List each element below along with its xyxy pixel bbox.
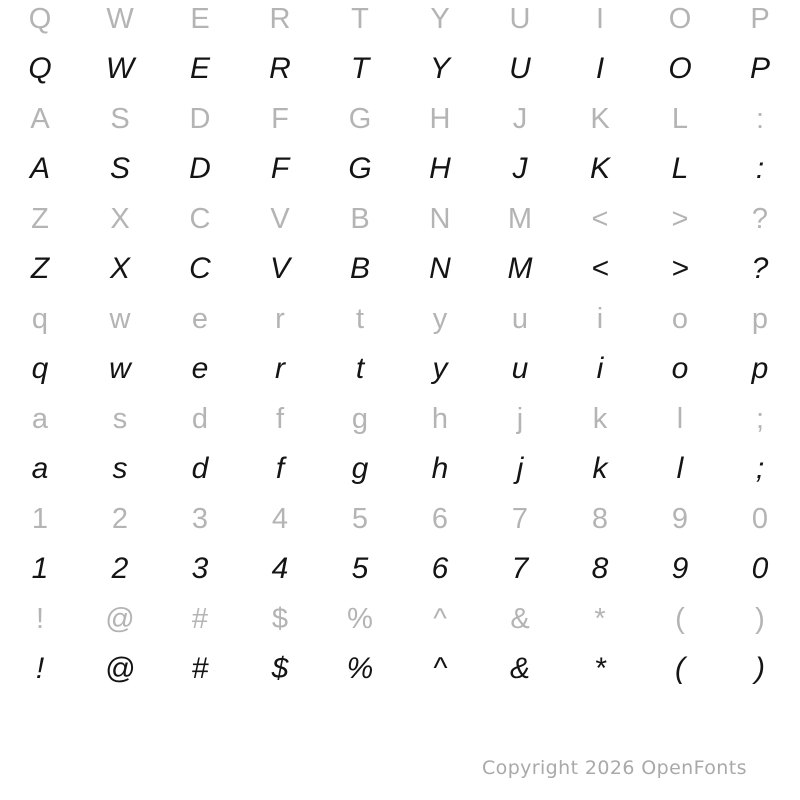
glyph-row-black [0, 444, 800, 494]
glyph-cell: U [509, 3, 531, 35]
glyph-cell: l [676, 403, 684, 435]
glyph-row-gray [0, 594, 800, 644]
glyph-cell: Y [430, 3, 450, 35]
glyph-cell: ^ [433, 603, 447, 635]
glyph-cell: 6 [431, 552, 449, 585]
glyph-cell: B [349, 252, 370, 285]
glyph-cell: u [511, 303, 529, 335]
glyph-cell: o [671, 303, 689, 335]
glyph-cell: O [668, 52, 692, 85]
glyph-cell: < [591, 252, 609, 285]
glyph-cell: 7 [511, 503, 529, 535]
glyph-cell: L [671, 103, 689, 135]
glyph-row-gray [0, 94, 800, 144]
glyph-cell: j [516, 403, 524, 435]
glyph-cell: : [755, 103, 765, 135]
glyph-cell: P [749, 52, 770, 85]
glyph-cell: C [189, 252, 211, 285]
glyph-cell: J [512, 152, 528, 185]
glyph-row-gray [0, 294, 800, 344]
glyph-cell: 2 [111, 503, 129, 535]
glyph-cell: C [189, 203, 211, 235]
glyph-cell: q [31, 303, 49, 335]
glyph-cell: > [671, 203, 689, 235]
glyph-cell: * [594, 603, 606, 635]
glyph-cell: l [676, 452, 684, 485]
glyph-cell: j [516, 452, 524, 485]
glyph-cell: $ [271, 603, 289, 635]
glyph-cell: a [31, 403, 49, 435]
glyph-cell: 3 [191, 503, 209, 535]
glyph-cell: J [512, 103, 528, 135]
glyph-row-black [0, 644, 800, 694]
glyph-cell: W [106, 3, 134, 35]
glyph-cell: R [269, 52, 291, 85]
glyph-cell: a [31, 452, 49, 485]
glyph-cell: F [270, 152, 290, 185]
glyph-cell: 9 [671, 552, 689, 585]
glyph-cell: # [191, 603, 209, 635]
glyph-cell: ! [35, 603, 45, 635]
glyph-cell: p [751, 303, 769, 335]
glyph-cell: ? [751, 203, 769, 235]
glyph-cell: h [431, 452, 449, 485]
glyph-cell: g [351, 403, 369, 435]
glyph-cell: D [189, 152, 211, 185]
glyph-cell: K [590, 103, 610, 135]
glyph-cell: 4 [271, 503, 289, 535]
glyph-cell: Y [429, 52, 450, 85]
glyph-cell: @ [104, 652, 136, 685]
glyph-cell: Q [28, 3, 52, 35]
glyph-row-black [0, 44, 800, 94]
glyph-cell: T [350, 52, 370, 85]
glyph-cell: s [112, 452, 128, 485]
glyph-cell: ; [755, 403, 765, 435]
glyph-cell: T [351, 3, 369, 35]
glyph-cell: r [275, 303, 285, 335]
glyph-cell: 0 [751, 552, 769, 585]
glyph-cell: R [269, 3, 291, 35]
glyph-cell: # [191, 652, 209, 685]
glyph-cell: G [348, 152, 372, 185]
glyph-cell: D [189, 103, 211, 135]
glyph-cell: 5 [351, 552, 369, 585]
glyph-cell: 0 [751, 503, 769, 535]
glyph-cell: O [668, 3, 692, 35]
glyph-cell: t [355, 303, 365, 335]
glyph-row-black [0, 144, 800, 194]
glyph-cell: ( [675, 603, 685, 635]
glyph-cell: 4 [271, 552, 289, 585]
glyph-cell: 9 [671, 503, 689, 535]
glyph-cell: G [348, 103, 372, 135]
glyph-cell: k [592, 452, 608, 485]
glyph-cell: i [596, 352, 604, 385]
glyph-cell: 2 [111, 552, 129, 585]
glyph-cell: h [431, 403, 449, 435]
glyph-cell: $ [271, 652, 289, 685]
glyph-cell: 6 [431, 503, 449, 535]
glyph-cell: t [355, 352, 365, 385]
glyph-cell: I [595, 52, 605, 85]
copyright-text: Copyright 2026 OpenFonts [482, 757, 747, 779]
glyph-cell: W [105, 52, 135, 85]
glyph-cell: ) [755, 603, 765, 635]
glyph-cell: i [596, 303, 604, 335]
glyph-cell: N [429, 203, 451, 235]
glyph-cell: 1 [31, 552, 49, 585]
glyph-cell: 3 [191, 552, 209, 585]
glyph-row-gray [0, 494, 800, 544]
glyph-cell: > [671, 252, 689, 285]
glyph-cell: q [31, 352, 49, 385]
glyph-row-gray [0, 394, 800, 444]
glyph-cell: N [429, 252, 451, 285]
glyph-cell: Z [31, 203, 49, 235]
glyph-cell: 1 [31, 503, 49, 535]
glyph-cell: p [751, 352, 769, 385]
glyph-cell: F [271, 103, 289, 135]
glyph-cell: Q [28, 52, 52, 85]
glyph-cell: g [351, 452, 369, 485]
glyph-cell: r [275, 352, 285, 385]
glyph-cell: % [346, 652, 374, 685]
glyph-cell: Z [30, 252, 50, 285]
glyph-row-black [0, 544, 800, 594]
glyph-cell: ? [751, 252, 769, 285]
glyph-cell: e [191, 352, 209, 385]
glyph-cell: ! [35, 652, 45, 685]
glyph-cell: f [275, 403, 285, 435]
glyph-cell: 8 [591, 503, 609, 535]
glyph-row-black [0, 344, 800, 394]
glyph-cell: s [112, 403, 128, 435]
glyph-cell: A [29, 152, 50, 185]
glyph-cell: 7 [511, 552, 529, 585]
glyph-cell: B [350, 203, 370, 235]
glyph-cell: I [595, 3, 605, 35]
glyph-cell: < [591, 203, 609, 235]
glyph-cell: * [594, 652, 606, 685]
glyph-cell: H [429, 152, 451, 185]
glyph-cell: H [429, 103, 451, 135]
glyph-cell: ) [755, 652, 765, 685]
glyph-cell: X [110, 203, 130, 235]
glyph-cell: M [507, 203, 533, 235]
glyph-cell: f [275, 452, 285, 485]
glyph-cell: d [191, 452, 209, 485]
glyph-cell: w [109, 352, 131, 385]
glyph-cell: P [750, 3, 770, 35]
glyph-cell: A [30, 103, 50, 135]
glyph-cell: E [189, 52, 210, 85]
glyph-row-gray [0, 194, 800, 244]
glyph-cell: M [507, 252, 533, 285]
glyph-cell: U [509, 52, 531, 85]
glyph-cell: d [191, 403, 209, 435]
glyph-cell: : [755, 152, 765, 185]
glyph-cell: o [671, 352, 689, 385]
glyph-cell: X [109, 252, 130, 285]
glyph-cell: K [589, 152, 610, 185]
glyph-cell: & [509, 652, 530, 685]
glyph-cell: ^ [432, 652, 448, 685]
glyph-cell: & [510, 603, 530, 635]
glyph-cell: y [432, 303, 448, 335]
glyph-row-black [0, 244, 800, 294]
glyph-cell: ; [755, 452, 765, 485]
glyph-cell: V [270, 203, 290, 235]
glyph-cell: e [191, 303, 209, 335]
glyph-cell: 5 [351, 503, 369, 535]
glyph-cell: 8 [591, 552, 609, 585]
glyph-cell: E [190, 3, 210, 35]
glyph-cell: @ [105, 603, 135, 635]
glyph-cell: y [432, 352, 448, 385]
glyph-cell: ( [675, 652, 685, 685]
glyph-cell: % [347, 603, 373, 635]
glyph-cell: S [109, 152, 130, 185]
glyph-cell: S [110, 103, 130, 135]
glyph-cell: V [269, 252, 290, 285]
glyph-cell: k [592, 403, 608, 435]
glyph-cell: u [511, 352, 529, 385]
glyph-cell: w [109, 303, 131, 335]
glyph-cell: L [671, 152, 689, 185]
glyph-row-gray [0, 0, 800, 44]
